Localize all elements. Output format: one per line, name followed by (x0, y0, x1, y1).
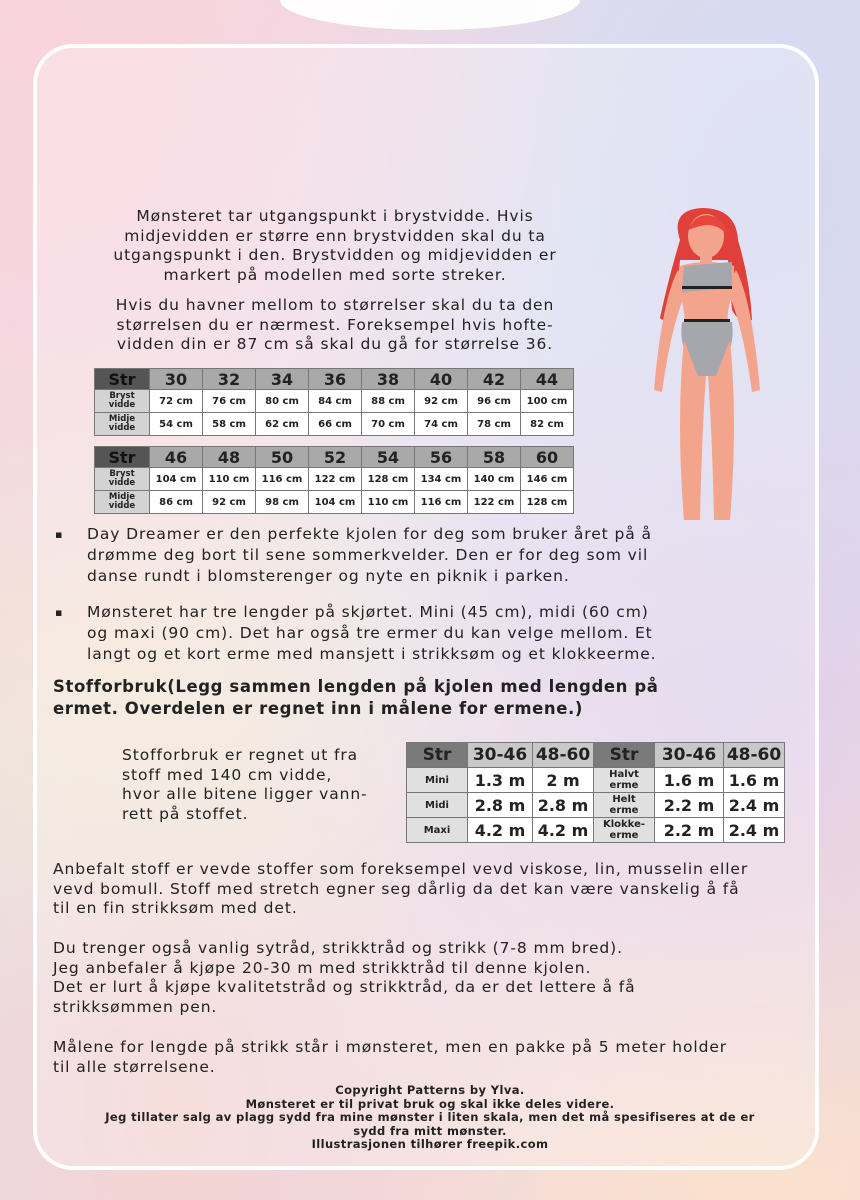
size-cell: 56 (415, 447, 468, 468)
copyright-notice: Copyright Patterns by Ylva. Mønsteret er til privat bruk og skal ikke deles videre. Jeg tillater salg av plagg sydd fra mine mønster i liten skala, men det må spesifiseres at de er sydd fra mitt mønster. Illustrasjonen tilhører freepik.com (105, 1083, 755, 1151)
length-label: Mini (407, 768, 468, 793)
fabric-header: Str (407, 743, 468, 768)
top-wave-decoration (280, 0, 580, 30)
size-cell: 34 (256, 369, 309, 390)
heading-line: Stofforbruk(Legg sammen lengden på kjolen med lengden på (53, 677, 659, 696)
bullet-square-icon: ▪ (55, 606, 64, 619)
waist-value: 98 cm (256, 491, 309, 514)
row-label-bust: Bryst vidde (95, 468, 150, 491)
fabric-value: 2 m (533, 768, 594, 793)
waist-value: 122 cm (468, 491, 521, 514)
bust-value: 140 cm (468, 468, 521, 491)
sleeve-label: Halvt erme (594, 768, 655, 793)
size-table-1 (94, 368, 574, 436)
fabric-table (406, 742, 785, 843)
bullet-item (55, 524, 652, 587)
sleeve-label: Helt erme (594, 793, 655, 818)
size-cell: 52 (309, 447, 362, 468)
bullet-line: og maxi (90 cm). Det har også tre ermer du kan velge mellom. Et (87, 624, 653, 642)
fabric-value: 1.6 m (724, 768, 785, 793)
bust-value: 122 cm (309, 468, 362, 491)
bust-value: 100 cm (521, 390, 574, 413)
length-label: Midi (407, 793, 468, 818)
bust-value: 96 cm (468, 390, 521, 413)
bust-value: 88 cm (362, 390, 415, 413)
waist-value: 66 cm (309, 413, 362, 436)
bust-value: 116 cm (256, 468, 309, 491)
bust-value: 134 cm (415, 468, 468, 491)
waist-value: 74 cm (415, 413, 468, 436)
fabric-value: 1.3 m (468, 768, 533, 793)
fabric-header: 48-60 (724, 743, 785, 768)
waist-value: 58 cm (203, 413, 256, 436)
bullet-line: Day Dreamer er den perfekte kjolen for deg som bruker året på å (87, 525, 652, 543)
size-cell: 44 (521, 369, 574, 390)
waist-value: 86 cm (150, 491, 203, 514)
intro-line: Mønsteret tar utgangspunkt i brystvidde. Hvis (136, 207, 534, 225)
bullet-line: danse rundt i blomsterenger og nyte en piknik i parken. (87, 567, 570, 585)
fabric-value: 2.8 m (533, 793, 594, 818)
intro-line: midjevidden er større enn brystvidden skal du ta (124, 226, 546, 245)
bust-value: 76 cm (203, 390, 256, 413)
fabric-value: 2.8 m (468, 793, 533, 818)
size-table-2 (94, 446, 574, 514)
size-cell: 40 (415, 369, 468, 390)
size-header: Str (95, 369, 150, 390)
waist-value: 110 cm (362, 491, 415, 514)
size-cell: 38 (362, 369, 415, 390)
fabric-value: 2.4 m (724, 818, 785, 843)
row-label-waist: Midje vidde (95, 413, 150, 436)
waist-value: 116 cm (415, 491, 468, 514)
bullet-item (55, 602, 656, 665)
intro-paragraph (85, 207, 585, 285)
size-cell: 36 (309, 369, 362, 390)
fabric-heading (53, 676, 673, 720)
bust-value: 72 cm (150, 390, 203, 413)
fabric-recommendation: Anbefalt stoff er vevde stoffer som foreksempel vevd viskose, lin, musselin eller vevd bomull. Stoff med stretch egner seg dårlig da det kan være vanskelig å få til en fin strikksøm med det. (53, 860, 749, 917)
bust-value: 92 cm (415, 390, 468, 413)
fabric-header: Str (594, 743, 655, 768)
fabric-value: 2.2 m (655, 818, 724, 843)
size-cell: 60 (521, 447, 574, 468)
thread-paragraph: Du trenger også vanlig sytråd, strikktråd og strikk (7-8 mm bred). Jeg anbefaler å kjøpe 20-30 m med strikktråd til denne kjolen. Det er lurt å kjøpe kvalitetstråd og strikktråd, da er det lettere å få strikksømmen pen. (53, 939, 636, 1016)
bust-value: 128 cm (362, 468, 415, 491)
bust-value: 110 cm (203, 468, 256, 491)
waist-value: 128 cm (521, 491, 574, 514)
waist-value: 54 cm (150, 413, 203, 436)
size-cell: 42 (468, 369, 521, 390)
intro-line: utgangspunkt i den. Brystvidden og midjevidden er (113, 246, 557, 264)
fabric-value: 2.2 m (655, 793, 724, 818)
fabric-value: 4.2 m (468, 818, 533, 843)
bullet-line: drømme deg bort til sene sommerkvelder. Den er for deg som vil (87, 546, 649, 564)
bust-value: 84 cm (309, 390, 362, 413)
bust-value: 146 cm (521, 468, 574, 491)
size-cell: 46 (150, 447, 203, 468)
row-label-waist: Midje vidde (95, 491, 150, 514)
elastic-paragraph: Målene for lengde på strikk står i mønsteret, men en pakke på 5 meter holder til alle størrelsene. (53, 1038, 728, 1076)
size-advice-line: Hvis du havner mellom to størrelser skal du ta den (115, 296, 555, 314)
intro-line: markert på modellen med sorte streker. (163, 265, 507, 284)
size-cell: 58 (468, 447, 521, 468)
waist-value: 78 cm (468, 413, 521, 436)
size-header: Str (95, 447, 150, 468)
bullet-square-icon: ▪ (55, 528, 64, 541)
size-advice-paragraph (85, 296, 585, 355)
bust-value: 104 cm (150, 468, 203, 491)
size-advice-line: størrelsen du er nærmest. Foreksempel hvis hofte- (116, 315, 554, 334)
size-cell: 48 (203, 447, 256, 468)
bullet-line: langt og et kort erme med mansjett i strikksøm og et klokkeerme. (87, 645, 657, 663)
size-cell: 54 (362, 447, 415, 468)
size-advice-line: vidden din er 87 cm så skal du gå for størrelse 36. (116, 335, 554, 353)
size-cell: 30 (150, 369, 203, 390)
fabric-value: 1.6 m (655, 768, 724, 793)
row-label-bust: Bryst vidde (95, 390, 150, 413)
size-cell: 32 (203, 369, 256, 390)
fabric-value: 2.4 m (724, 793, 785, 818)
waist-value: 92 cm (203, 491, 256, 514)
fabric-header: 30-46 (655, 743, 724, 768)
waist-value: 104 cm (309, 491, 362, 514)
length-label: Maxi (407, 818, 468, 843)
waist-value: 62 cm (256, 413, 309, 436)
fabric-value: 4.2 m (533, 818, 594, 843)
fabric-note: Stofforbruk er regnet ut fra stoff med 140 cm vidde, hvor alle bitene ligger vann- rett på stoffet. (122, 746, 368, 823)
fabric-header: 30-46 (468, 743, 533, 768)
waist-value: 70 cm (362, 413, 415, 436)
size-cell: 50 (256, 447, 309, 468)
model-illustration (640, 200, 770, 530)
heading-line: ermet. Overdelen er regnet inn i målene for ermene.) (53, 699, 584, 718)
fabric-header: 48-60 (533, 743, 594, 768)
bust-value: 80 cm (256, 390, 309, 413)
sleeve-label: Klokke- erme (594, 818, 655, 843)
bullet-line: Mønsteret har tre lengder på skjørtet. Mini (45 cm), midi (60 cm) (87, 603, 649, 621)
waist-value: 82 cm (521, 413, 574, 436)
